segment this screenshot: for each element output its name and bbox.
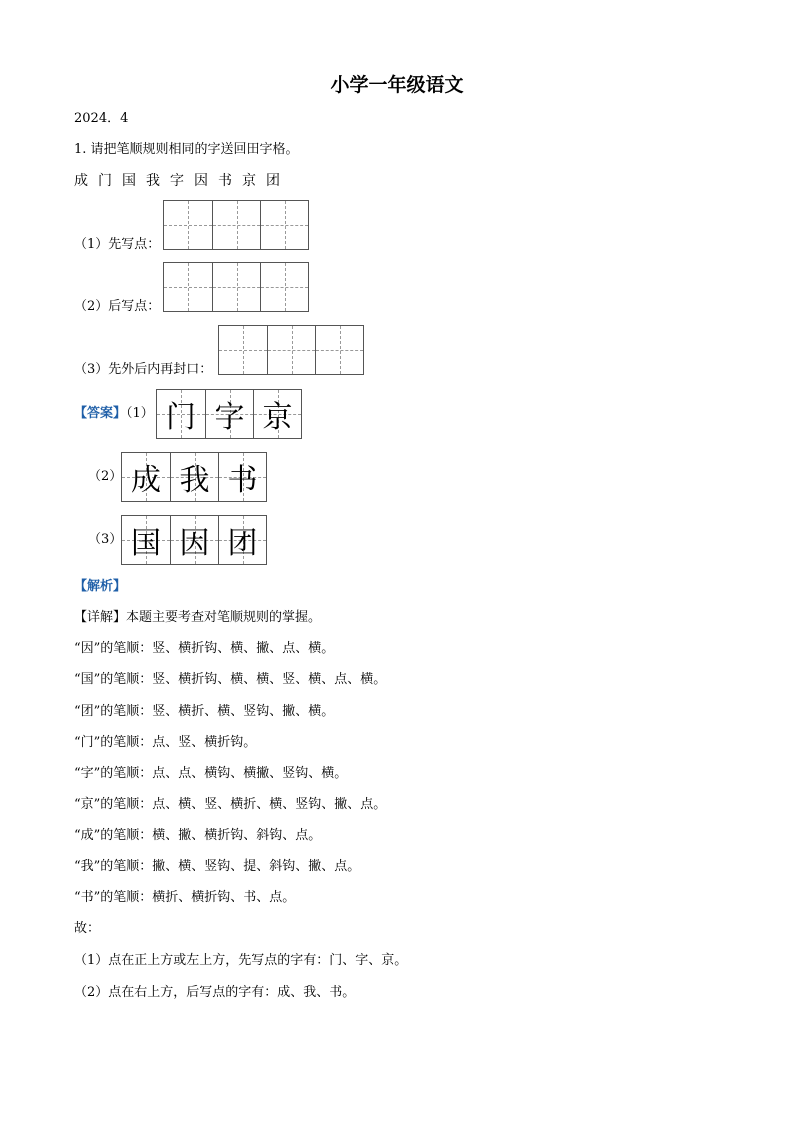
grid-cell (205, 390, 253, 438)
answer-row-1-label (74, 405, 154, 423)
answer-char: 国 (131, 526, 161, 561)
date: 2024．4 (74, 111, 129, 126)
grid-cell (253, 390, 301, 438)
conclusion: 故： (74, 921, 101, 936)
grid-cell (157, 390, 205, 438)
part-2-label: （2）后写点： (74, 299, 161, 314)
char-item: 成 (74, 173, 90, 189)
grid-cell (122, 516, 170, 564)
answer-row-2-label: （2） (88, 469, 123, 484)
answer-char: 书 (227, 463, 258, 498)
tianzige-grid-part-3[interactable] (218, 325, 364, 375)
grid-cell (218, 516, 266, 564)
detail-text: 本题主要考查对笔顺规则的掌握。 (126, 610, 322, 625)
stroke-order-line: “门”的笔顺：点、竖、横折钩。 (74, 735, 257, 750)
grid-cell[interactable] (164, 201, 212, 249)
grid-cell[interactable] (212, 201, 260, 249)
grid-cell (218, 453, 266, 501)
grid-cell[interactable] (267, 326, 315, 374)
answer-char: 字 (214, 400, 245, 435)
answer-tag: 【答案】 (74, 406, 127, 421)
grid-cell[interactable] (219, 326, 267, 374)
grid-cell (122, 453, 170, 501)
answer-char: 京 (262, 400, 293, 435)
char-item: 因 (194, 173, 210, 189)
stroke-order-line: “因”的笔顺：竖、横折钩、横、撇、点、横。 (74, 641, 335, 656)
answer-group-label: （1） (126, 406, 154, 421)
result-line: （1）点在正上方或左上方，先写点的字有：门、字、京。 (74, 953, 408, 968)
stroke-order-line: “字”的笔顺：点、点、横钩、横撇、竖钩、横。 (74, 766, 348, 781)
result-line: （2）点在右上方，后写点的字有：成、我、书。 (74, 985, 356, 1000)
stroke-order-line: “书”的笔顺：横折、横折钩、书、点。 (74, 890, 296, 905)
answer-grid-3 (121, 515, 267, 565)
grid-cell[interactable] (260, 201, 308, 249)
grid-cell[interactable] (315, 326, 363, 374)
tianzige-grid-part-2[interactable] (163, 262, 309, 312)
stroke-order-line: “国”的笔顺：竖、横折钩、横、横、竖、横、点、横。 (74, 672, 387, 687)
question-chars (74, 172, 290, 190)
grid-cell (170, 453, 218, 501)
detail-tag: 【详解】 (74, 610, 127, 625)
char-item: 字 (170, 173, 186, 189)
analysis-tag: 【解析】 (74, 579, 127, 594)
char-item: 国 (122, 173, 138, 189)
char-item: 书 (218, 173, 234, 189)
answer-char: 团 (227, 526, 258, 561)
answer-char: 门 (166, 400, 196, 435)
stroke-order-line: “成”的笔顺：横、撇、横折钩、斜钩、点。 (74, 828, 322, 843)
stroke-order-line: “我”的笔顺：撇、横、竖钩、提、斜钩、撇、点。 (74, 859, 361, 874)
stroke-order-line: “京”的笔顺：点、横、竖、横折、横、竖钩、撇、点。 (74, 797, 387, 812)
analysis-detail (74, 609, 321, 627)
grid-cell (170, 516, 218, 564)
answer-char: 因 (179, 526, 210, 561)
char-item: 京 (242, 173, 258, 189)
page-title: 小学一年级语文 (330, 74, 464, 96)
question-text: 1. 请把笔顺规则相同的字送回田字格。 (74, 142, 299, 157)
grid-cell[interactable] (164, 263, 212, 311)
tianzige-grid-part-1[interactable] (163, 200, 309, 250)
grid-cell[interactable] (260, 263, 308, 311)
answer-char: 成 (131, 463, 161, 498)
answer-row-3-label: （3） (88, 532, 123, 547)
answer-grid-2 (121, 452, 267, 502)
char-item: 我 (146, 173, 162, 189)
stroke-order-line: “团”的笔顺：竖、横折、横、竖钩、撇、横。 (74, 704, 335, 719)
part-1-label: （1）先写点： (74, 237, 161, 252)
part-3-label: （3）先外后内再封口： (74, 362, 213, 377)
answer-grid-1 (156, 389, 302, 439)
grid-cell[interactable] (212, 263, 260, 311)
char-item: 团 (266, 173, 282, 189)
char-item: 门 (98, 173, 114, 189)
answer-char: 我 (179, 463, 210, 498)
